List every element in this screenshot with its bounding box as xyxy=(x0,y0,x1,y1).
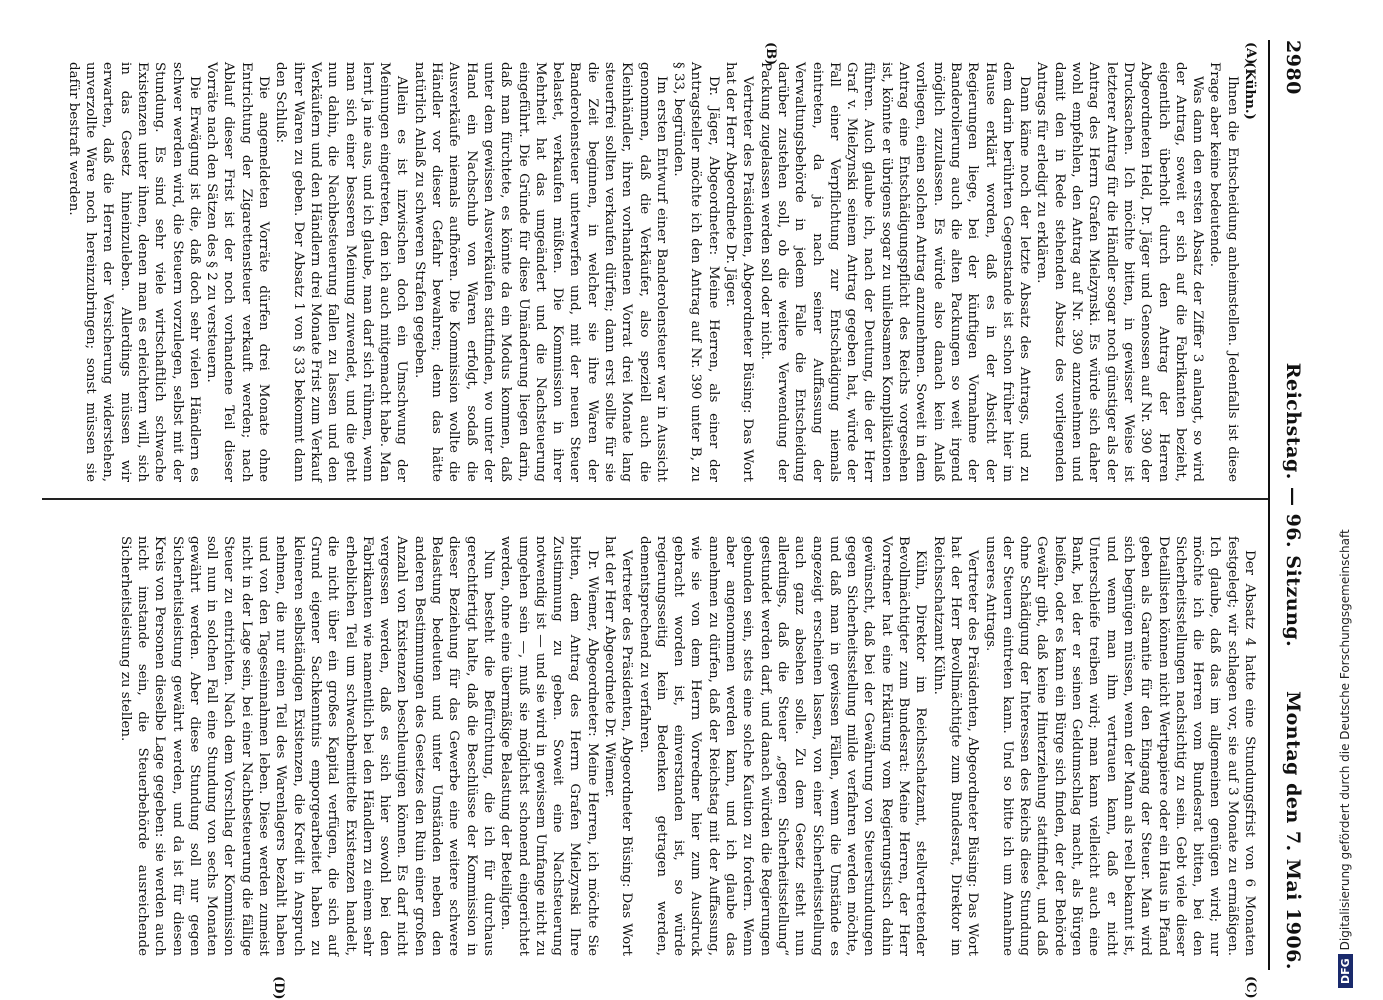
page-date: Montag den 7. Mai 1906. xyxy=(1282,691,1304,970)
footer-credit-text: Digitalisierung gefördert durch die Deutsche Forschungsgemeinschaft xyxy=(1338,529,1352,951)
margin-letter-a: (A) xyxy=(1243,42,1258,65)
president-remark: Vertreter des Präsidenten, Abgeordneter Büsing: Das Wort hat der Herr Bevollmächtigte zum Bundesrat, Direktor im Reichsschatzamt Kühn. xyxy=(930,536,981,956)
page-header xyxy=(1264,40,1304,970)
dfg-logo: DFG xyxy=(1338,954,1353,988)
paragraph: Die Erwägung ist die, daß doch sehr vielen Händlern es schwer werden wird, die Steuern vorzulegen, selbst mit der Stundung. Es sind sehr viele wirtschaftlich schwache Existenzen unter ihnen, denen man es erleichtern will, sich in das Gesetz hineinzuleben. Allerdings müssen wir erwarten, daß die Herren der Versicherung widerstehen, unverzollte Ware noch hereinzubringen; sonst müssen sie dafür bestraft werden. xyxy=(65,62,202,482)
paragraph: Allein es ist inzwischen doch ein Umschwung der Meinungen eingetreten, den ich auch mitgemacht habe. Man lernt ja nie aus, und ich glaube, man darf sich rühmen, wenn man sich einer besseren Meinung zuwendet, und die geht nun dahin, die Nachbesteuerung fallen zu lassen und den Verkäufern und den Händlern drei Monate Frist zum Verkauf ihrer Waren zu geben. Der Absatz 1 von § 33 bekommt dann den Schluß: xyxy=(273,62,410,482)
speaker-intro: Dr. Wiemer, Abgeordneter: Meine Herren, ich möchte Sie bitten, dem Antrag des Herrn Grafen Mielzynski Ihre Zustimmung zu geben. Soweit eine Nachsteuerung notwendig ist — und sie wird in gewissem Umfange nicht zu umgehen sein —, muß sie möglichst schonend eingerichtet werden, ohne eine übermäßige Belastung der Beteiligten. xyxy=(498,536,600,956)
speaker-intro: Kühn, Direktor im Reichsschatzamt, stellvertretender Bevollmächtigter zum Bundesrat: Meine Herren, der Herr Vorredner hat eine Erklärung vom Regierungstisch dahin gewünscht, daß bei der Gewährung von Steuerstundungen gegen Sicherheitsstellung milde verfahren werden möchte, und daß man in gewissen Fällen, wenn die Umstände es angezeigt erscheinen lassen, von einer Sicherheitsstellung auch ganz absehen solle. Zu dem Gesetz steht nun allerdings, daß die Steuer „gegen Sicherheitsstellung“ gestundet werden darf, und danach würden die Regierungen gebunden sein, stets eine solche Kaution zu fordern. Wenn aber angenommen werden kann, und ich glaube das annehmen zu dürfen, daß der Reichstag mit der Auffassung, wie sie von dem Herrn Vorredner hier zum Ausdruck gebracht worden ist, einverstanden ist, so würde regierungsseitig kein Bedenken getragen werden, dementsprechend zu verfahren. xyxy=(636,536,929,956)
margin-letter-d: (D) xyxy=(271,976,286,1000)
president-remark: Vertreter des Präsidenten, Abgeordneter Büsing: Das Wort hat der Herr Abgeordnete Dr. Jäger. xyxy=(723,62,756,482)
footer-credit xyxy=(1330,0,1360,1000)
right-column xyxy=(116,536,1258,956)
column-divider xyxy=(42,498,1268,500)
header-rule xyxy=(1268,40,1270,970)
paragraph: Ihnen die Entscheidung anheimstellen. Jedenfalls ist diese Frage aber keine bedeutende. xyxy=(1207,62,1240,482)
margin-letter-b: (B) xyxy=(763,42,778,66)
left-column xyxy=(65,62,1258,482)
paragraph: Nun besteht die Befürchtung, die ich für durchaus gerechtfertigt halte, daß die Beschlüsse der Kommission in dieser Beziehung für das Gewerbe eine weitere schwere Belastung bedeuten und unter Umständen neben den anderen Bestimmungen des Gesetzes den Ruin einer großen Anzahl von Existenzen beschleunigen können. Es darf nicht vergessen werden, daß es sich hier sowohl bei den Fabrikanten wie namentlich bei den Händlern zu einem sehr erheblichen Teil um schwachbemittelte Existenzen handelt, die nicht über ein großes Kapital verfügen, die sich auf Grund eigener Sachkenntnis emporgearbeitet haben zu kleineren selbständigen Existenzen, die Kredit in Anspruch nehmen, die nur einen Teil des Warenlagers bezahlt haben und von den Tageseinnahmen leben. Diese werden zumeist nicht in der Lage sein, bei einer Nachbesteuerung die fällige Steuer zu entrichten. Nach dem Vorschlag der Kommission soll nun in solchen Fall eine Stundung von sechs Monaten gewährt werden. Aber diese Stundung soll nur gegen Sicherheitsleistung gewährt werden, und da ist für diesen Kreis von Personen dieselbe Lage gegeben: sie werden auch nicht imstande sein, die Steuerbehörde ausreichende Sicherheitsleistung zu stellen. xyxy=(117,536,496,956)
paragraph: Dann käme noch der letzte Absatz des Antrags, und zu dem darin berührten Gegenstande ist schon früher hier im Hause erklärt worden, daß es in der Absicht der Regierungen liege, bei der künftigen Vornahme der Banderolierung auch die alten Packungen so weit irgend möglich zuzulassen. Es würde also danach kein Anlaß vorliegen, einen solchen Antrag anzunehmen. Soweit in dem Antrag eine Entschädigungspflicht des Reichs vorgesehen ist, könnte er übrigens sogar zu unliebsamen Komplikationen führen. Auch glaube ich, nach der Deutung, die der Herr Graf v. Mielzynski seinem Antrag gegeben hat, würde der Fall einer Verpflichtung zur Entschädigung niemals eintreten, da ja nach seiner Auffassung der Verwaltungsbehörde in jedem Falle die Entscheidung darüber zustehen soll, ob die weitere Verwendung der Packung zugelassen werden soll oder nicht. xyxy=(757,62,1033,482)
page-title: Reichstag. — 96. Sitzung. xyxy=(1282,362,1304,648)
page-number: 2980 xyxy=(1282,40,1304,95)
footer-strip xyxy=(1330,0,1360,1000)
speaker-head: (Kühn.) xyxy=(1242,62,1258,120)
paragraph: Was dann den ersten Absatz der Ziffer 3 anlangt, so wird der Antrag, soweit er sich auf die Fabrikanten bezieht, eigentlich überholt durch den Antrag der Herren Abgeordneten Held, Dr. Jäger und Genossen auf Nr. 390 der Drucksachen. Ich möchte bitten, in gewisser Weise ist letzterer Antrag für die Händler sogar noch günstiger als der Antrag des Herrn Grafen Mielzynski. Es würde sich daher wohl empfehlen, den Antrag auf Nr. 390 anzunehmen und damit den in Rede stehenden Absatz des vorliegenden Antrags für erledigt zu erklären. xyxy=(1034,62,1206,482)
president-remark: Vertreter des Präsidenten, Abgeordneter Büsing: Das Wort hat der Herr Abgeordnete Dr. Wiemer. xyxy=(602,536,635,956)
paragraph: Der Absatz 4 hatte eine Stundungsfrist von 6 Monaten festgelegt; wir schlagen vor, sie auf 3 Monate zu ermäßigen. Ich glaube, daß das im allgemeinen genügen wird; nur möchte ich die Herren vom Bundesrat bitten, bei den Sicherheitsstellungen nachsichtig zu sein. Gebt viele dieser Detaillisten können nicht Wertpapiere oder ein Haus in Pfand geben als Garantie für den Eingang der Steuer. Man wird sich begnügen müssen, wenn der Mann als reell bekannt ist, und wenn man ihm vertrauen kann, daß er nicht Unterschleife treiben wird; man kann vielleicht auch eine Bank, bei der er seinen Geldumschlag macht, als Bürgen heißen, oder es kann ein Bürge sich finden, der der Behörde Gewähr gibt, daß keine Hinterziehung stattfindet, und daß ohne Schädigung der Interessen des Reichs diese Stundung der Steuern eintreten kann. Und so bitte ich um Annahme unseres Antrags. xyxy=(982,536,1257,956)
speaker-intro: Dr. Jäger, Abgeordneter: Meine Herren, als einer der Antragsteller möchte ich den Antrag auf Nr. 390 unter B, zu § 33, begründen. xyxy=(671,62,721,482)
paragraph: Im ersten Entwurf einer Banderolensteuer war in Aussicht genommen, daß die Verkäufer, also speziell auch die Kleinhändler, ihren vorhandenen Vorrat drei Monate lang steuerfrei sollten verkaufen dürfen; dann erst sollte für sie die Zeit beginnen, in welcher sie ihre Waren der Banderolensteuer unterwerfen und, mit der neuen Steuer belastet, verkaufen müßten. Die Kommission in ihrer Mehrheit hat das umgeändert und die Nachsteuerung eingeführt. Die Gründe für diese Umänderung liegen darin, daß man fürchtete, es könnte da ein Modus kommen, daß unter dem gewissen Ausverkäufen stattfinden, wo unter der Hand ein Nachschub von Waren erfolgt, sodaß die Ausverkäufe niemals aufhören. Die Kommission wollte die Händler vor dieser Gefahr bewahren; denn das hätte natürlich Anlaß zu schweren Strafen gegeben. xyxy=(411,62,669,482)
quoted-paragraph: Die angemeldeten Vorräte dürfen drei Monate ohne Entrichtung der Zigarettensteuer verkauft werden; nach Ablauf dieser Frist ist der noch vorhandene Teil dieser Vorräte nach den Sätzen des § 2 zu versteuern. xyxy=(204,62,272,482)
margin-letter-c: (C) xyxy=(1243,976,1258,999)
